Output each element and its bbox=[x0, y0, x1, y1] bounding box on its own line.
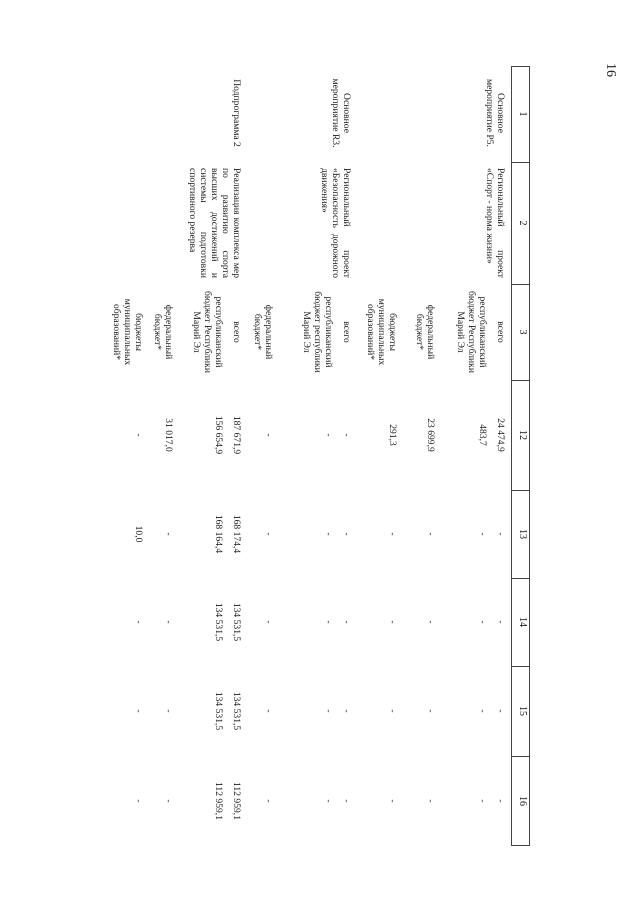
value-cell: - bbox=[323, 799, 334, 803]
value-cell: - bbox=[263, 620, 274, 624]
value-cell: 31 017,0 bbox=[163, 418, 174, 452]
row-code: Основное мероприятие Р5. bbox=[484, 79, 506, 147]
value-cell: - bbox=[425, 532, 436, 536]
value-cell: - bbox=[495, 620, 506, 624]
value-cell: - bbox=[425, 799, 436, 803]
row-name: Реализация комплекса мер по развитию спорта высших достижений и системы подготовки спортивного резерва bbox=[187, 168, 242, 278]
value-cell: - bbox=[341, 709, 352, 713]
column-number: 15 bbox=[517, 706, 528, 716]
value-cell: 187 671,9 bbox=[231, 415, 242, 455]
value-cell: - bbox=[477, 709, 488, 713]
value-cell: - bbox=[263, 709, 274, 713]
value-cell: - bbox=[341, 433, 352, 437]
value-cell: 156 654,9 bbox=[213, 415, 224, 455]
value-cell: - bbox=[341, 620, 352, 624]
value-cell: - bbox=[263, 433, 274, 437]
value-cell: - bbox=[323, 620, 334, 624]
value-cell: 23 699,9 bbox=[425, 418, 436, 452]
row-name: Региональный проект «Спорт - норма жизни» bbox=[484, 168, 506, 278]
column-number: 2 bbox=[517, 220, 528, 226]
value-cell: - bbox=[387, 709, 398, 713]
value-cell: - bbox=[263, 799, 274, 803]
value-cell: - bbox=[323, 709, 334, 713]
source-label: республиканский бюджет Республики Марий Эл bbox=[455, 291, 488, 373]
column-number: 13 bbox=[517, 529, 528, 539]
value-cell: - bbox=[341, 799, 352, 803]
value-cell: - bbox=[495, 709, 506, 713]
source-label: федеральный бюджет* bbox=[152, 304, 174, 360]
value-cell: - bbox=[133, 709, 144, 713]
budget-table bbox=[110, 66, 530, 846]
value-cell: 168 164,4 bbox=[213, 514, 224, 554]
page-number: 16 bbox=[603, 63, 618, 77]
value-cell: - bbox=[133, 433, 144, 437]
column-number: 1 bbox=[517, 111, 528, 117]
row-code: Подпрограмма 2 bbox=[231, 79, 242, 147]
source-label: федеральный бюджет* bbox=[414, 304, 436, 360]
source-label: всего bbox=[231, 321, 242, 343]
column-number: 12 bbox=[517, 430, 528, 440]
value-cell: 10,0 bbox=[133, 525, 144, 543]
column-number: 3 bbox=[517, 329, 528, 335]
value-cell: - bbox=[263, 532, 274, 536]
value-cell: 134 531,5 bbox=[231, 691, 242, 731]
value-cell: 134 531,5 bbox=[231, 602, 242, 642]
value-cell: - bbox=[495, 799, 506, 803]
value-cell: - bbox=[477, 620, 488, 624]
value-cell: - bbox=[477, 799, 488, 803]
value-cell: - bbox=[341, 532, 352, 536]
value-cell: - bbox=[477, 532, 488, 536]
value-cell: - bbox=[387, 799, 398, 803]
value-cell: 483,7 bbox=[477, 424, 488, 446]
value-cell: - bbox=[163, 532, 174, 536]
source-label: республиканский бюджет республики Марий Эл bbox=[301, 291, 334, 373]
value-cell: - bbox=[163, 620, 174, 624]
value-cell: - bbox=[163, 709, 174, 713]
value-cell: 112 959,1 bbox=[213, 781, 224, 821]
source-label: бюджеты муниципальных образований* bbox=[365, 298, 398, 366]
column-number: 16 bbox=[517, 796, 528, 806]
value-cell: 134 531,5 bbox=[213, 602, 224, 642]
source-label: бюджеты муниципальных образований* bbox=[111, 298, 144, 366]
header-bottom-rule bbox=[511, 66, 512, 846]
source-label: федеральный бюджет* bbox=[252, 304, 274, 360]
value-cell: - bbox=[133, 620, 144, 624]
value-cell: - bbox=[323, 433, 334, 437]
value-cell: 291,3 bbox=[387, 424, 398, 446]
row-code: Основное мероприятие R3. bbox=[330, 78, 352, 148]
value-cell: - bbox=[387, 620, 398, 624]
value-cell: - bbox=[323, 532, 334, 536]
source-label: всего bbox=[341, 321, 352, 343]
value-cell: - bbox=[163, 799, 174, 803]
value-cell: 168 174,4 bbox=[231, 514, 242, 554]
source-label: республиканский бюджет Республики Марий Эл bbox=[191, 291, 224, 373]
row-name: Региональный проект «Безопасность дорожного движения» bbox=[319, 168, 352, 278]
column-number: 14 bbox=[517, 617, 528, 627]
value-cell: 24 474,9 bbox=[495, 418, 506, 452]
value-cell: 134 531,5 bbox=[213, 691, 224, 731]
value-cell: - bbox=[425, 620, 436, 624]
value-cell: - bbox=[387, 532, 398, 536]
value-cell: - bbox=[133, 799, 144, 803]
value-cell: - bbox=[425, 709, 436, 713]
value-cell: - bbox=[495, 532, 506, 536]
value-cell: 112 959,1 bbox=[231, 781, 242, 821]
table-top-rule bbox=[529, 66, 530, 846]
source-label: всего bbox=[495, 321, 506, 343]
